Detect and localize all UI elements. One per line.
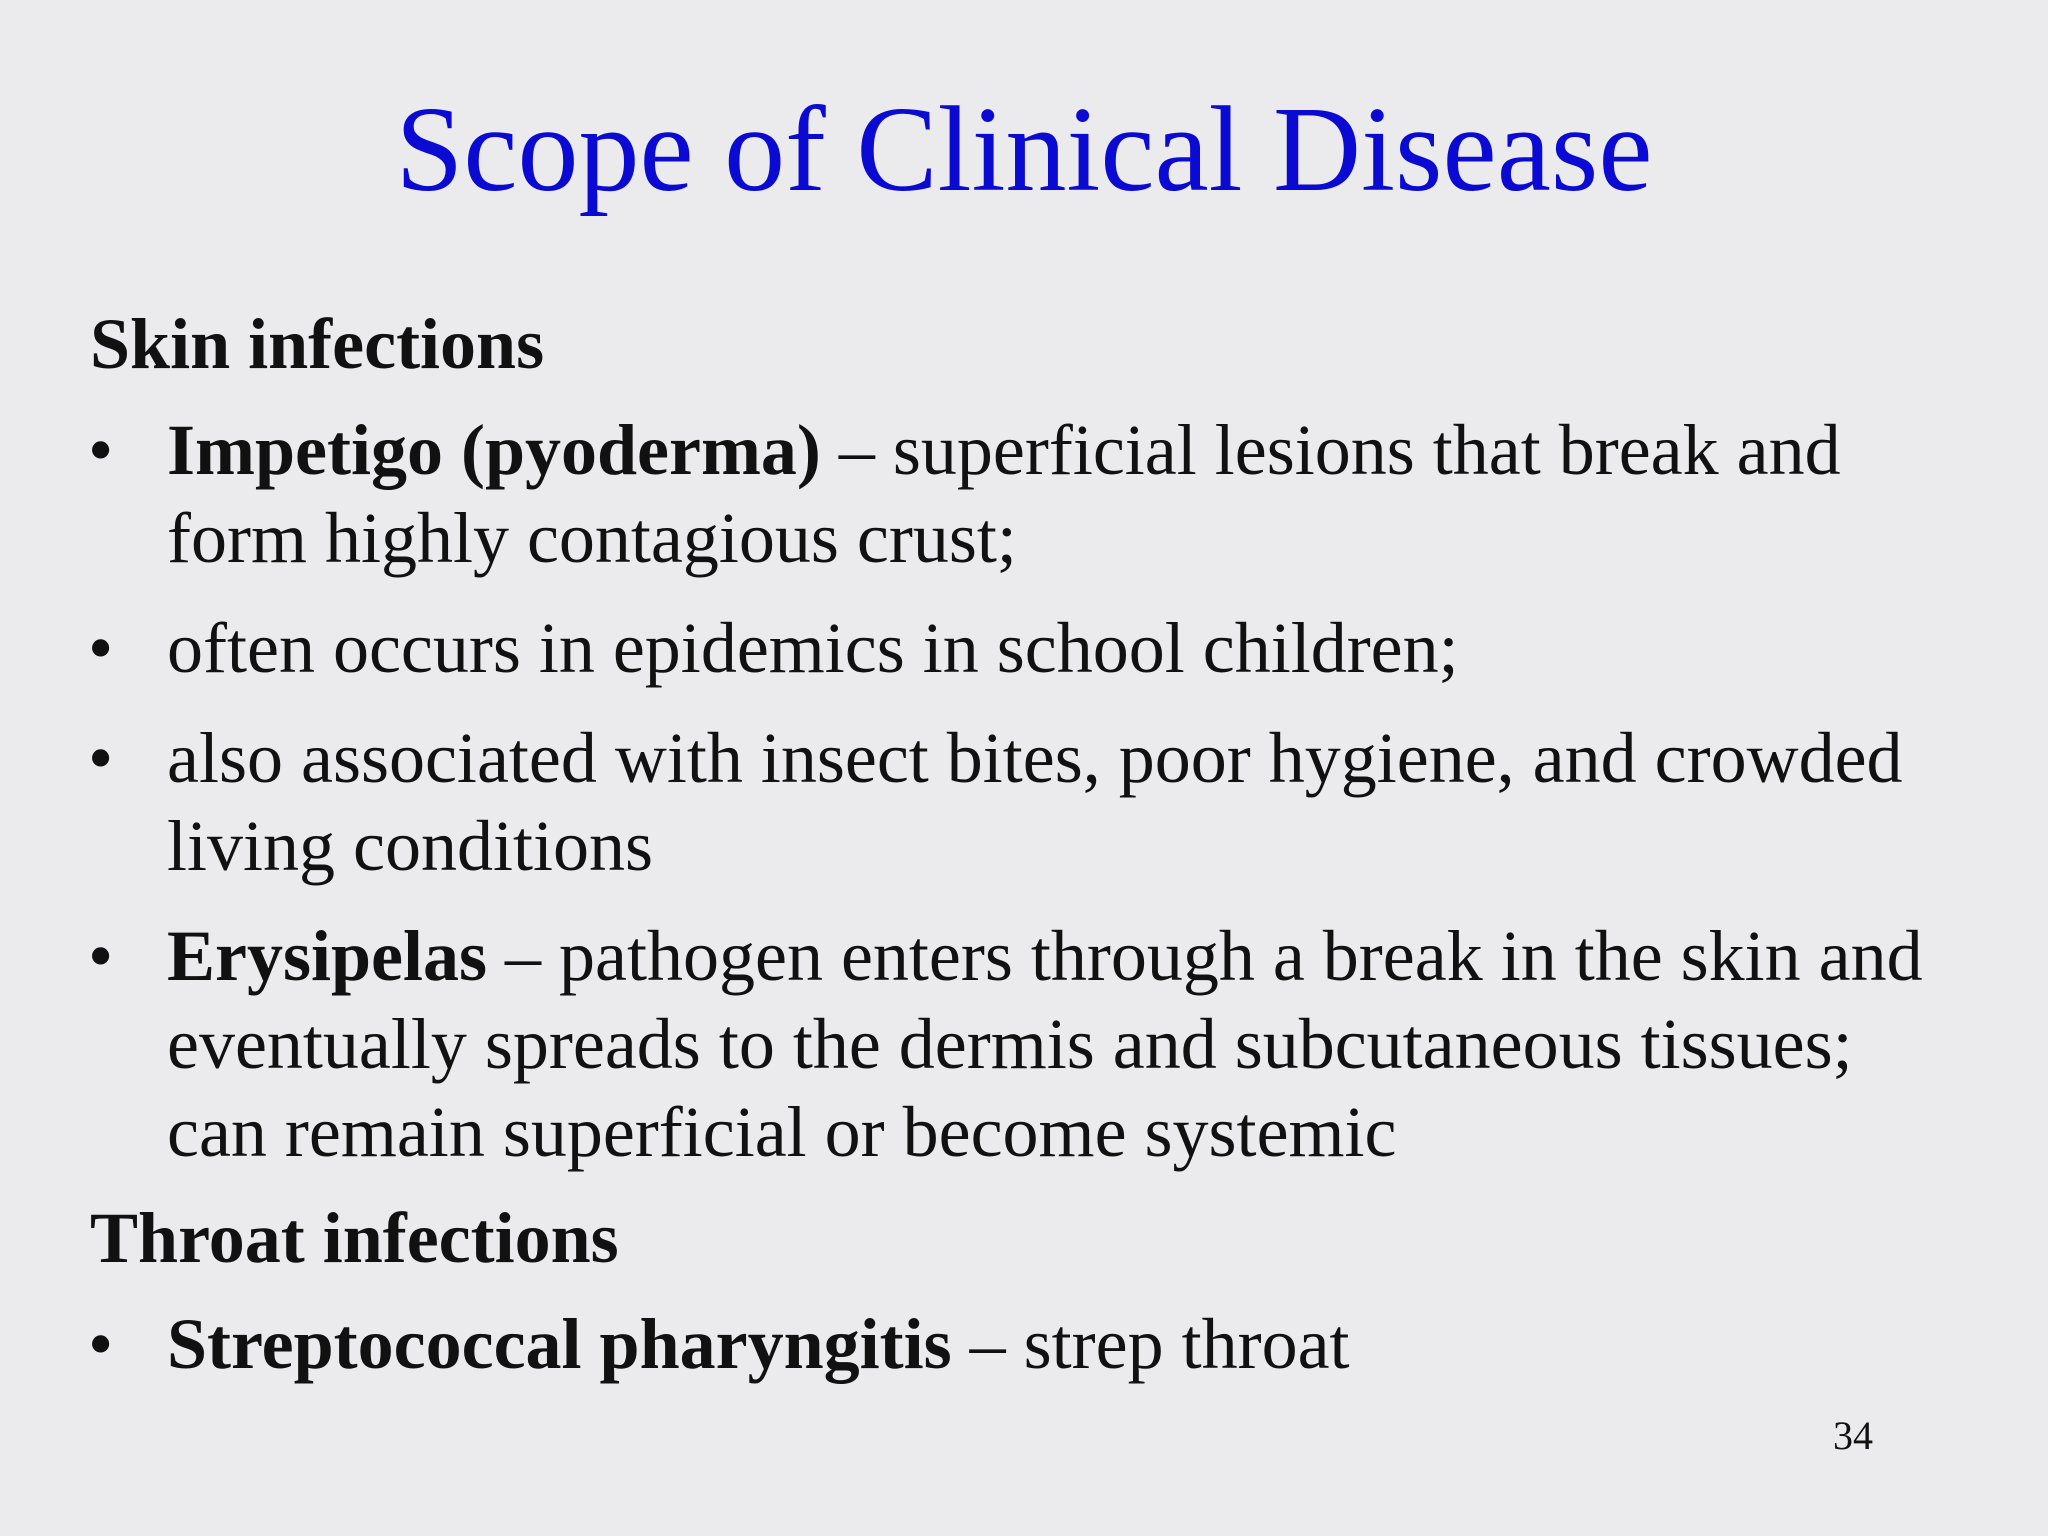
- bullet-erysipelas: [90, 912, 1970, 1176]
- bullet-text: often occurs in epidemics in school children;: [167, 608, 1459, 688]
- slide-body: [90, 300, 1970, 1388]
- page-number: 34: [1833, 1413, 1873, 1458]
- bullet-term: Erysipelas: [167, 916, 488, 996]
- bullet-icon: •: [88, 718, 114, 798]
- bullet-term: Impetigo (pyoderma): [167, 410, 821, 490]
- section-heading-throat: Throat infections: [90, 1198, 619, 1278]
- bullet-icon: •: [88, 410, 114, 490]
- bullet-icon: •: [88, 916, 114, 996]
- bullet-term: Streptococcal pharyngitis: [167, 1304, 952, 1384]
- bullet-impetigo: [90, 406, 1970, 582]
- bullet-icon: •: [88, 1304, 114, 1384]
- bullet-icon: •: [88, 608, 114, 688]
- bullet-text: – pathogen enters through a break in the skin and eventually spreads to the dermis and subcutaneous tissues; can remain superficial or become systemic: [167, 916, 1923, 1172]
- bullet-text: – strep throat: [951, 1304, 1350, 1384]
- bullet-associated: [90, 714, 1970, 890]
- section-heading-skin: Skin infections: [90, 304, 545, 384]
- bullet-strep: [90, 1300, 1970, 1388]
- slide-title: Scope of Clinical Disease: [395, 82, 1653, 217]
- bullet-epidemics: [90, 604, 1970, 692]
- bullet-text: – superficial lesions that break and form highly contagious crust;: [167, 410, 1841, 578]
- bullet-text: also associated with insect bites, poor hygiene, and crowded living conditions: [167, 718, 1903, 886]
